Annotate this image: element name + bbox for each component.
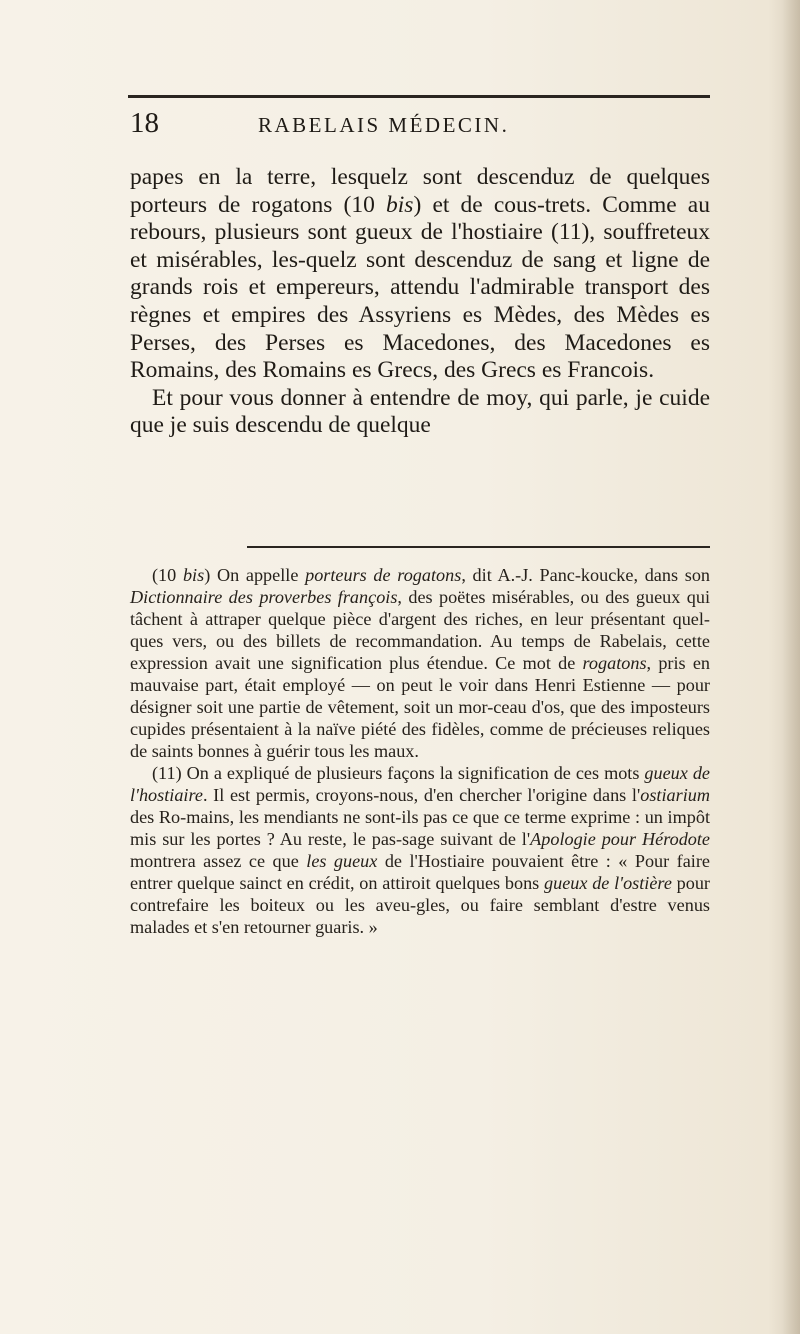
page-header: [130, 106, 710, 140]
footnote-separator: [247, 546, 710, 548]
footnote-10-bis: (10 bis) On appelle porteurs de rogatons, dit A.-J. Panc-koucke, dans son Dictionnaire des proverbes françois, des poëtes misérables, ou des gueux qui tâchent à attraper quelque pièce d'argent des riches, en leur présentant quel-ques vers, ou des billets de recommandation. Au temps de Rabelais, cette expression avait une signification plus étendue. Ce mot de rogatons, pris en mauvaise part, était employé — on peut le voir dans Henri Estienne — pour désigner soit une partie de vêtement, soit un mor-ceau d'os, que des imposteurs cupides présentaient à la naïve piété des fidèles, comme de précieuses reliques de saints bonnes à guérir tous les maux.: [130, 565, 711, 761]
footnotes: [130, 564, 710, 938]
page-edge-shadow: [782, 0, 800, 1334]
page-number: 18: [130, 107, 159, 139]
running-title: RABELAIS MÉDECIN.: [258, 113, 510, 137]
paragraph-2: Et pour vous donner à entendre de moy, qui parle, je cuide que je suis descendu de quelque: [130, 384, 710, 439]
main-text: [130, 164, 710, 440]
paragraph-1: papes en la terre, lesquelz sont descenduz de quelques porteurs de rogatons (10 bis) et de cous-trets. Comme au rebours, plusieurs sont gueux de l'hostiaire (11), souffreteux et misérables, les-quelz sont descenduz de sang et ligne de grands rois et empereurs, attendu l'admirable transport des règnes et empires des Assyriens es Mèdes, des Mèdes es Perses, des Perses es Macedones, des Macedones es Romains, des Romains es Grecs, des Grecs es Francois.: [130, 164, 710, 384]
header-rule: [128, 95, 710, 98]
footnote-11: (11) On a expliqué de plusieurs façons la signification de ces mots gueux de l'hostiaire. Il est permis, croyons-nous, d'en chercher l'origine dans l'ostiarium des Ro-mains, les mendiants ne sont-ils pas ce que ce terme exprime : un impôt mis sur les portes ? Au reste, le pas-sage suivant de l'Apologie pour Hérodote montrera assez ce que les gueux de l'Hostiaire pouvaient être : « Pour faire entrer quelque sainct en crédit, on attiroit quelques bons gueux de l'ostière pour contrefaire les boiteux ou les aveu-gles, ou faire semblant d'estre venus malades et s'en retourner guaris. »: [130, 763, 711, 937]
